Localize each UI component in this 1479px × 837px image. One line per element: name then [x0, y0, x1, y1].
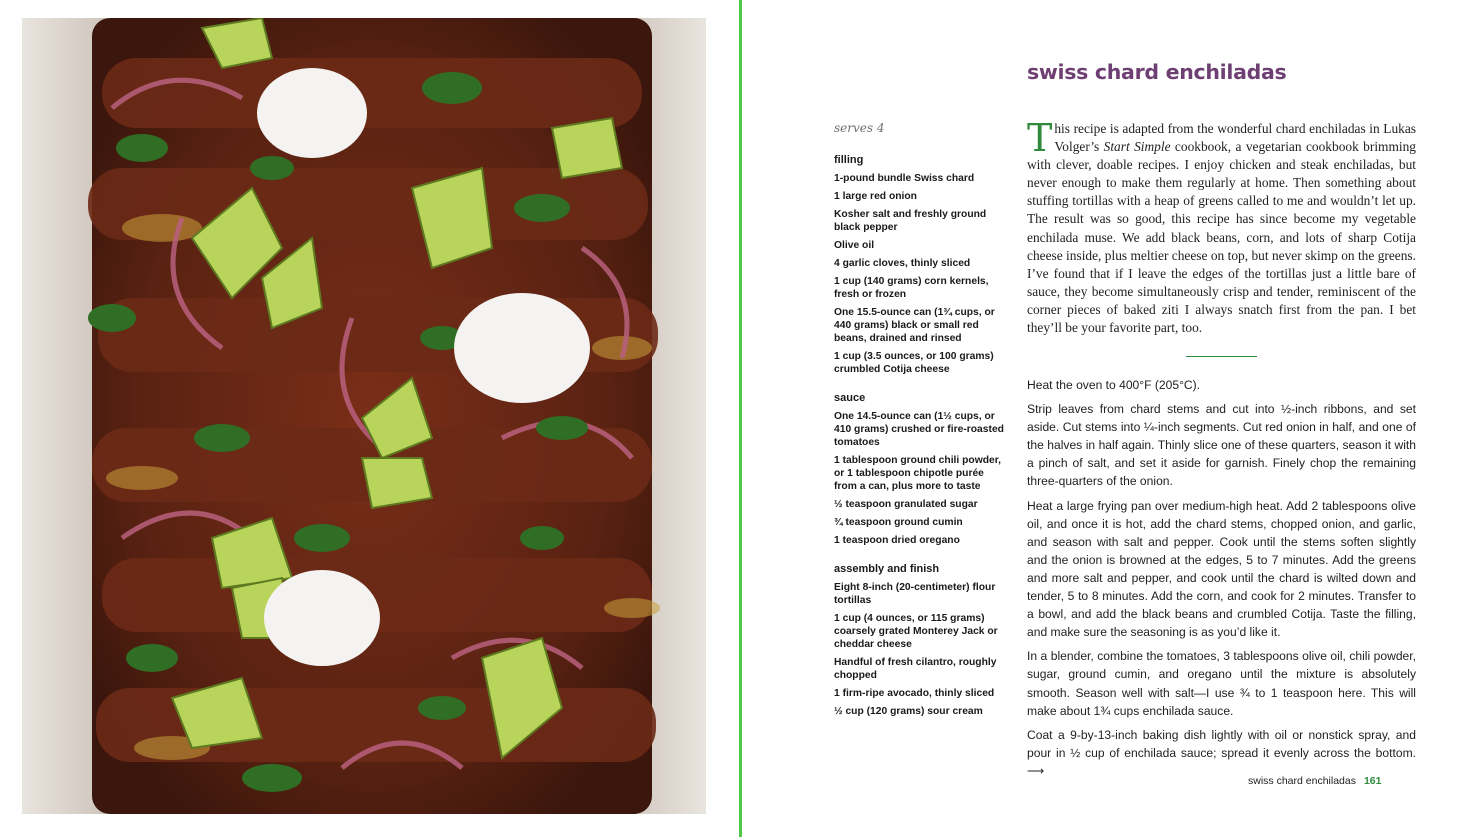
ingredient-item: One 14.5-ounce can (1½ cups, or 410 grams) crushed or fire-roasted tomatoes	[834, 411, 1004, 448]
intro-text: his recipe is adapted from the wonderful chard enchiladas in Lukas Volger’s	[1054, 121, 1416, 155]
enchiladas-photo	[22, 18, 706, 814]
method-step: In a blender, combine the tomatoes, 3 tablespoons olive oil, chili powder, sugar, ground cumin, and oregano until the mixture is absolutely smooth. Season well with salt—I use ¾ to 1 teaspoon here. This will make about 1¾ cups enchilada sauce.	[1027, 649, 1416, 718]
ingredient-item: 1 cup (140 grams) corn kernels, fresh or frozen	[834, 276, 989, 300]
ingredient-item: 1 cup (4 ounces, or 115 grams) coarsely grated Monterey Jack or cheddar cheese	[834, 613, 998, 650]
ingredient-item: One 15.5-ounce can (1¾ cups, or 440 grams) black or small red beans, drained and rinsed	[834, 307, 995, 344]
ingredient-item: 1 tablespoon ground chili powder, or 1 tablespoon chipotle purée from a can, plus more to taste	[834, 455, 1002, 492]
ingredient-item: Handful of fresh cilantro, roughly chopped	[834, 657, 997, 681]
recipe-title: swiss chard enchiladas	[1027, 60, 1287, 84]
drop-cap: T	[1027, 116, 1053, 160]
ingredient-item: 1 cup (3.5 ounces, or 100 grams) crumbled Cotija cheese	[834, 351, 994, 375]
method-step: Strip leaves from chard stems and cut into ½-inch ribbons, and set aside. Cut stems into ¼-inch segments. Cut red onion in half, and one of the halves in half again. Thinly slice one of these quarters, season it with a pinch of salt, and set it aside for garnish. Finely chop the remaining three-quarters of the onion.	[1027, 402, 1416, 489]
method-step: Coat a 9-by-13-inch baking dish lightly with oil or nonstick spray, and pour in ½ cup of enchilada sauce; spread it evenly across the bottom. ⟶	[1027, 727, 1416, 778]
ingredient-item: ½ cup (120 grams) sour cream	[834, 706, 983, 717]
page-number: 161	[1363, 775, 1382, 787]
ingredient-item: Kosher salt and freshly ground black pepper	[834, 209, 987, 233]
method-step: Heat the oven to 400°F (205°C).	[1027, 378, 1201, 392]
ingredient-item: Olive oil	[834, 240, 875, 251]
serves-note: serves 4	[834, 121, 885, 135]
page-spine	[739, 0, 742, 837]
ingredient-item: ¾ teaspoon ground cumin	[834, 517, 963, 528]
book-title: Start Simple	[1103, 139, 1171, 155]
method-step: Heat a large frying pan over medium-high heat. Add 2 tablespoons olive oil, and once it is hot, add the chard stems, chopped onion, and garlic, and season with salt and pepper. Cook until the stems soften slightly and the onion is browned at the edges, 5 to 7 minutes. Add the greens and more salt and pepper, and cook until the chard is wilted down and tender, 5 to 8 minutes. Add the corn, and cook for 2 minutes. Transfer to a bowl, and add the black beans and crumbled Cotija. Taste the filling, and make sure the seasoning is as you’d like it.	[1027, 498, 1416, 640]
ingredients-list	[834, 154, 1004, 723]
ingredient-item: 1-pound bundle Swiss chard	[834, 173, 975, 184]
ingredient-item: 1 firm-ripe avocado, thinly sliced	[834, 688, 995, 699]
ingredient-item: ½ teaspoon granulated sugar	[834, 499, 978, 510]
section-divider	[1186, 356, 1257, 357]
running-title: swiss chard enchiladas	[1248, 775, 1356, 787]
ingredient-section-heading: sauce	[834, 392, 866, 404]
ingredient-item: 4 garlic cloves, thinly sliced	[834, 258, 971, 269]
page-footer	[1248, 775, 1382, 787]
intro-paragraph	[1027, 116, 1416, 337]
method-steps	[1027, 376, 1416, 786]
intro-text: cookbook, a vegetarian cookbook brimming with clever, doable recipes. I enjoy chicken and steak enchiladas, but never enough to make them regularly at home. Then something about stuffing tortillas with a heap of greens called to me and wouldn’t let up. The result was so good, this recipe has since become my vegetable enchilada muse. We add black beans, corn, and lots of sharp Cotija cheese inside, plus meltier cheese on top, but never skimp on the greens. I’ve found that if I leave the edges of the tortillas just a little bare of sauce, they become simultaneously crisp and tender, reminiscent of the corner pieces of baked ziti I always snatch first from the pan. I bet they’ll be your favorite part, too.	[1027, 139, 1416, 336]
ingredient-section-heading: assembly and finish	[834, 563, 940, 575]
ingredient-item: 1 teaspoon dried oregano	[834, 535, 960, 546]
ingredient-item: 1 large red onion	[834, 191, 917, 202]
ingredient-item: Eight 8-inch (20-centimeter) flour tortillas	[834, 582, 996, 606]
ingredient-section-heading: filling	[834, 154, 864, 166]
